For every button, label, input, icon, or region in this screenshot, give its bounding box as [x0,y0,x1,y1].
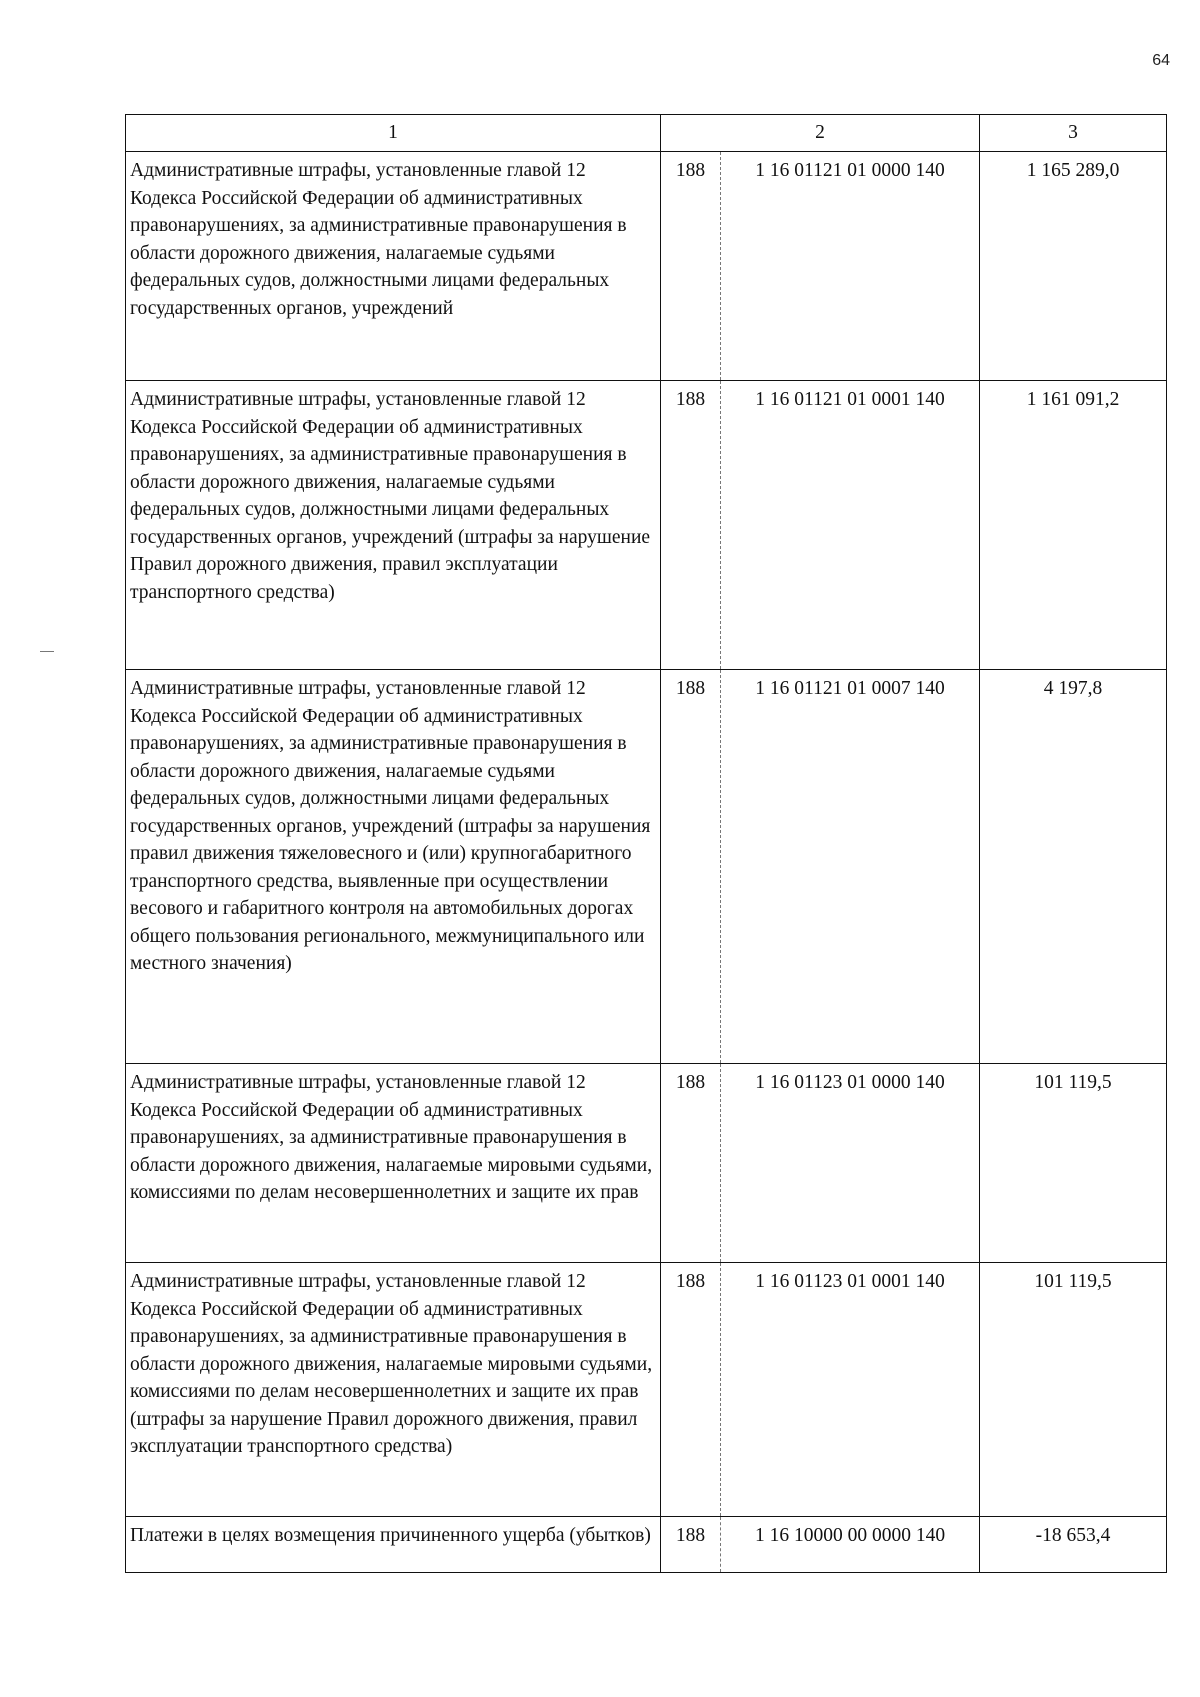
row-amount: -18 653,4 [980,1517,1167,1573]
row-admin-code: 188 [661,152,721,381]
row-description: Административные штрафы, установленные главой 12 Кодекса Российской Федерации об административных правонарушениях, за административные правонарушения в области дорожного движения, налагаемые судьями федеральных судов, должностными лицами федеральных государственных органов, учреждений (штрафы за нарушения правил движения тяжеловесного и (или) крупногабаритного транспортного средства, выявленные при осуществлении весового и габаритного контроля на автомобильных дорогах общего пользования регионального, межмуниципального или местного значения) [126,670,661,1064]
row-kbk-code: 1 16 01123 01 0000 140 [721,1064,980,1263]
table-row [126,1263,1167,1517]
row-amount: 4 197,8 [980,670,1167,1064]
row-description: Платежи в целях возмещения причиненного ущерба (убытков) [126,1517,661,1573]
table-row [126,1064,1167,1263]
row-amount: 101 119,5 [980,1263,1167,1517]
header-col-3: 3 [980,115,1167,152]
row-kbk-code: 1 16 01123 01 0001 140 [721,1263,980,1517]
row-kbk-code: 1 16 01121 01 0007 140 [721,670,980,1064]
scan-mark [40,651,54,652]
row-kbk-code: 1 16 10000 00 0000 140 [721,1517,980,1573]
row-admin-code: 188 [661,670,721,1064]
row-kbk-code: 1 16 01121 01 0001 140 [721,381,980,670]
row-description: Административные штрафы, установленные главой 12 Кодекса Российской Федерации об административных правонарушениях, за административные правонарушения в области дорожного движения, налагаемые судьями федеральных судов, должностными лицами федеральных государственных органов, учреждений (штрафы за нарушение Правил дорожного движения, правил эксплуатации транспортного средства) [126,381,661,670]
row-admin-code: 188 [661,1517,721,1573]
table-row [126,152,1167,381]
row-admin-code: 188 [661,1263,721,1517]
row-admin-code: 188 [661,1064,721,1263]
page-number: 64 [1152,52,1170,69]
header-col-2: 2 [661,115,980,152]
table-row [126,670,1167,1064]
table-row [126,1517,1167,1573]
row-description: Административные штрафы, установленные главой 12 Кодекса Российской Федерации об административных правонарушениях, за административные правонарушения в области дорожного движения, налагаемые мировыми судьями, комиссиями по делам несовершеннолетних и защите их прав (штрафы за нарушение Правил дорожного движения, правил эксплуатации транспортного средства) [126,1263,661,1517]
header-col-1: 1 [126,115,661,152]
row-admin-code: 188 [661,381,721,670]
table-row [126,381,1167,670]
row-kbk-code: 1 16 01121 01 0000 140 [721,152,980,381]
row-description: Административные штрафы, установленные главой 12 Кодекса Российской Федерации об административных правонарушениях, за административные правонарушения в области дорожного движения, налагаемые мировыми судьями, комиссиями по делам несовершеннолетних и защите их прав [126,1064,661,1263]
revenue-table [125,114,1167,1573]
row-description: Административные штрафы, установленные главой 12 Кодекса Российской Федерации об административных правонарушениях, за административные правонарушения в области дорожного движения, налагаемые судьями федеральных судов, должностными лицами федеральных государственных органов, учреждений [126,152,661,381]
row-amount: 1 161 091,2 [980,381,1167,670]
row-amount: 101 119,5 [980,1064,1167,1263]
header-row [126,115,1167,152]
row-amount: 1 165 289,0 [980,152,1167,381]
